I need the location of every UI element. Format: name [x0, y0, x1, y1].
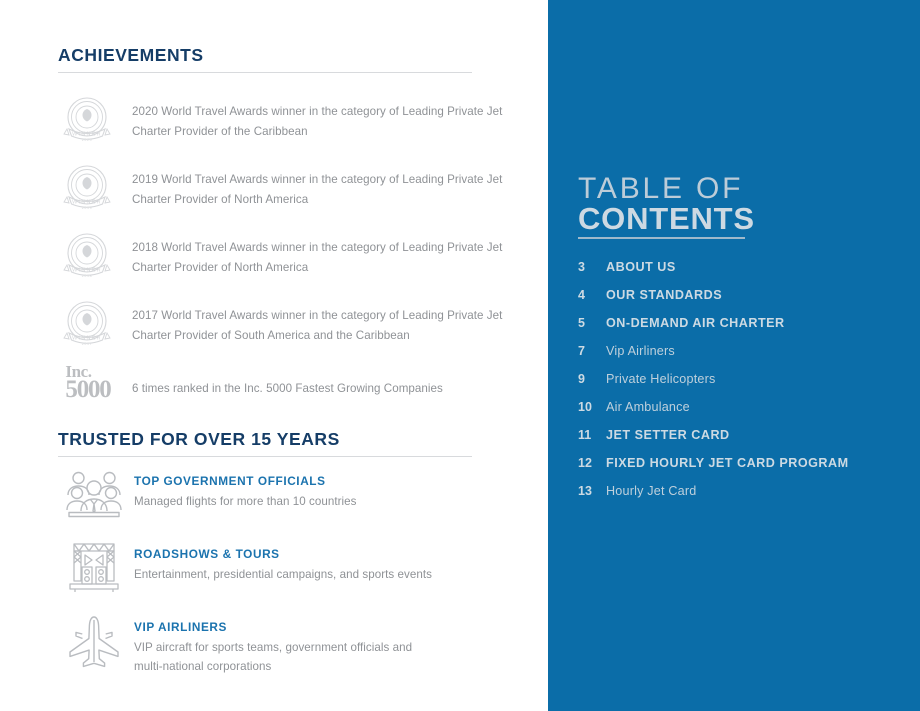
world-travel-awards-badge-icon — [58, 232, 116, 282]
achievement-item — [58, 362, 518, 404]
trusted-item — [58, 541, 528, 595]
toc-page-number: 3 — [578, 260, 585, 274]
stage-truss-icon — [58, 541, 130, 595]
trusted-item-title: TOP GOVERNMENT OFFICIALS — [134, 474, 326, 488]
toc-title-line-1: TABLE OF — [578, 172, 744, 205]
toc-entry-private-helicopters[interactable] — [578, 372, 908, 400]
world-travel-awards-badge-icon — [58, 96, 116, 146]
inc-logo-bottom: 5000 — [65, 376, 111, 404]
achievement-item — [58, 96, 518, 146]
svg-text:WINNER: WINNER — [72, 335, 102, 342]
toc-page-number: 5 — [578, 316, 585, 330]
toc-entry-label: Hourly Jet Card — [606, 484, 697, 498]
toc-entry-label: Air Ambulance — [606, 400, 690, 414]
toc-entry-label: Vip Airliners — [606, 344, 675, 358]
trusted-item-desc: Managed flights for more than 10 countries — [134, 495, 357, 508]
trusted-item-title: ROADSHOWS & TOURS — [134, 547, 280, 561]
svg-text:2018: 2018 — [81, 274, 93, 279]
airplane-top-view-icon — [58, 614, 130, 670]
achievement-item — [58, 232, 518, 282]
toc-entry-label: JET SETTER CARD — [606, 428, 730, 442]
world-travel-awards-badge-icon — [58, 300, 116, 350]
trusted-item — [58, 614, 528, 676]
svg-text:2017: 2017 — [81, 342, 93, 347]
people-group-icon — [58, 468, 130, 520]
toc-page-number: 13 — [578, 484, 592, 498]
svg-text:WINNER: WINNER — [72, 131, 102, 138]
toc-entry-fixed-hourly-jet-card-program[interactable] — [578, 456, 908, 484]
trusted-heading-rule — [58, 456, 472, 457]
world-travel-awards-badge-icon — [58, 164, 116, 214]
svg-text:WINNER: WINNER — [72, 199, 102, 206]
toc-entry-air-ambulance[interactable] — [578, 400, 908, 428]
achievements-heading: ACHIEVEMENTS — [58, 45, 204, 65]
toc-entry-label: ON-DEMAND AIR CHARTER — [606, 316, 785, 330]
toc-page-number: 11 — [578, 428, 592, 442]
achievement-text: 2017 World Travel Awards winner in the category of Leading Private Jet Charter Provider of South America and the Caribbean — [132, 309, 503, 342]
toc-entry-on-demand-air-charter[interactable] — [578, 316, 908, 344]
trusted-heading: TRUSTED FOR OVER 15 YEARS — [58, 429, 340, 449]
toc-page-number: 10 — [578, 400, 592, 414]
inc-logo-top: Inc. — [65, 362, 92, 381]
achievement-text: 2018 World Travel Awards winner in the category of Leading Private Jet Charter Provider of North America — [132, 241, 503, 274]
toc-entry-list — [578, 260, 908, 512]
toc-page-number: 12 — [578, 456, 592, 470]
toc-entry-label: OUR STANDARDS — [606, 288, 723, 302]
svg-text:2020: 2020 — [81, 138, 93, 143]
svg-text:WINNER: WINNER — [72, 267, 102, 274]
toc-page-number: 7 — [578, 344, 585, 358]
toc-entry-hourly-jet-card[interactable] — [578, 484, 908, 512]
achievement-item — [58, 164, 518, 214]
toc-entry-jet-setter-card[interactable] — [578, 428, 908, 456]
toc-entry-our-standards[interactable] — [578, 288, 908, 316]
achievements-heading-rule — [58, 72, 472, 73]
trusted-item — [58, 468, 528, 520]
toc-title-rule — [578, 237, 745, 239]
inc-5000-logo-icon — [58, 362, 116, 404]
svg-text:2019: 2019 — [81, 206, 93, 211]
achievement-text: 2020 World Travel Awards winner in the category of Leading Private Jet Charter Provider of the Caribbean — [132, 105, 503, 138]
toc-entry-label: Private Helicopters — [606, 372, 716, 386]
achievement-text: 2019 World Travel Awards winner in the category of Leading Private Jet Charter Provider of North America — [132, 173, 503, 206]
toc-entry-about-us[interactable] — [578, 260, 908, 288]
toc-page-number: 4 — [578, 288, 585, 302]
trusted-item-desc: VIP aircraft for sports teams, government officials and multi-national corporations — [134, 641, 413, 673]
toc-entry-label: ABOUT US — [606, 260, 676, 274]
toc-entry-label: FIXED HOURLY JET CARD PROGRAM — [606, 456, 849, 470]
toc-page-number: 9 — [578, 372, 585, 386]
achievement-item — [58, 300, 518, 350]
toc-title-line-2: CONTENTS — [578, 201, 755, 236]
toc-entry-vip-airliners[interactable] — [578, 344, 908, 372]
trusted-item-title: VIP AIRLINERS — [134, 620, 228, 634]
achievement-text: 6 times ranked in the Inc. 5000 Fastest Growing Companies — [132, 382, 443, 395]
trusted-item-desc: Entertainment, presidential campaigns, and sports events — [134, 568, 432, 581]
